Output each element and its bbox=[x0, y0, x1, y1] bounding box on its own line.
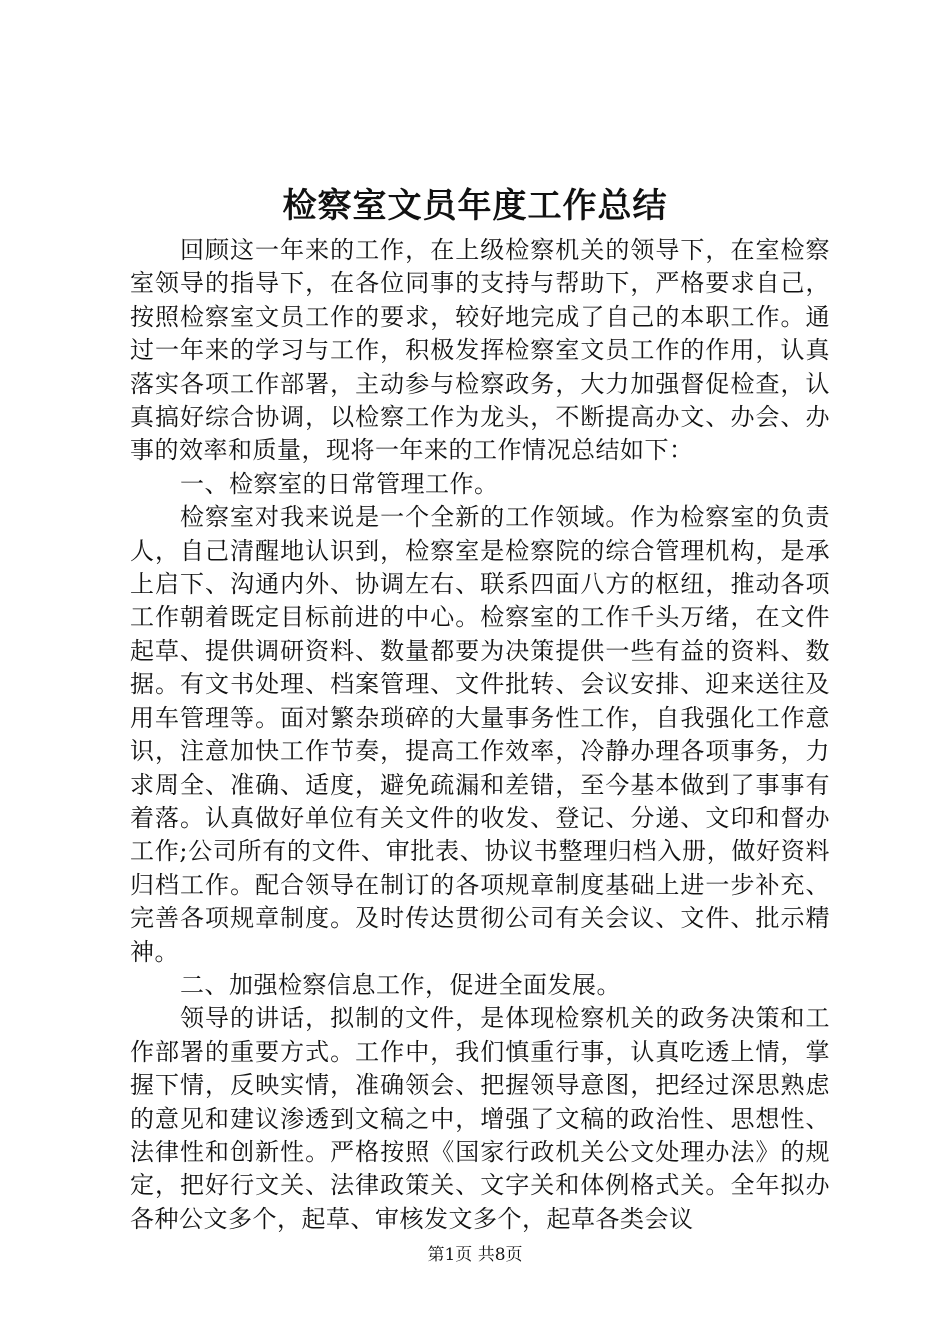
document-title: 检察室文员年度工作总结 bbox=[282, 186, 668, 226]
section-heading-2: 二、加强检察信息工作，促进全面发展。 bbox=[180, 970, 621, 999]
paragraph-daily-management: 检察室对我来说是一个全新的工作领域。作为检察室的负责人，自己清醒地认识到，检察室是检察院的综合管理机构，是承上启下、沟通内外、协调左右、联系四面八方的枢纽，推动各项工作朝着既定目标前进的中心。检察室的工作千头万绪，在文件起草、提供调研资料、数量都要为决策提供一些有益的资料、数据。有文书处理、档案管理、文件批转、会议安排、迎来送往及用车管理等。面对繁杂琐碎的大量事务性工作，自我强化工作意识，注意加快工作节奏，提高工作效率，冷静办理各项事务，力求周全、准确、适度，避免疏漏和差错，至今基本做到了事事有着落。认真做好单位有关文件的收发、登记、分递、文印和督办工作;公司所有的文件、审批表、协议书整理归档入册，做好资料归档工作。配合领导在制订的各项规章制度基础上进一步补充、完善各项规章制度。及时传达贯彻公司有关会议、文件、批示精神。 bbox=[130, 503, 830, 966]
paragraph-intro: 回顾这一年来的工作，在上级检察机关的领导下，在室检察室领导的指导下，在各位同事的支持与帮助下，严格要求自己，按照检察室文员工作的要求，较好地完成了自己的本职工作。通过一年来的学习与工作，积极发挥检察室文员工作的作用，认真落实各项工作部署，主动参与检察政务，大力加强督促检查，认真搞好综合协调，以检察工作为龙头，不断提高办文、办会、办事的效率和质量，现将一年来的工作情况总结如下： bbox=[130, 236, 830, 465]
paragraph-information-work: 领导的讲话，拟制的文件，是体现检察机关的政务决策和工作部署的重要方式。工作中，我们慎重行事，认真吃透上情，掌握下情，反映实情，准确领会、把握领导意图，把经过深思熟虑的意见和建议渗透到文稿之中，增强了文稿的政治性、思想性、法律性和创新性。严格按照《国家行政机关公文处理办法》的规定，把好行文关、法律政策关、文字关和体例格式关。全年拟办各种公文多个，起草、审核发文多个，起草各类会议 bbox=[130, 1004, 830, 1233]
page-footer: 第1页 共8页 bbox=[427, 1245, 523, 1265]
document-body bbox=[130, 234, 830, 1236]
section-heading-1: 一、检察室的日常管理工作。 bbox=[180, 469, 499, 498]
